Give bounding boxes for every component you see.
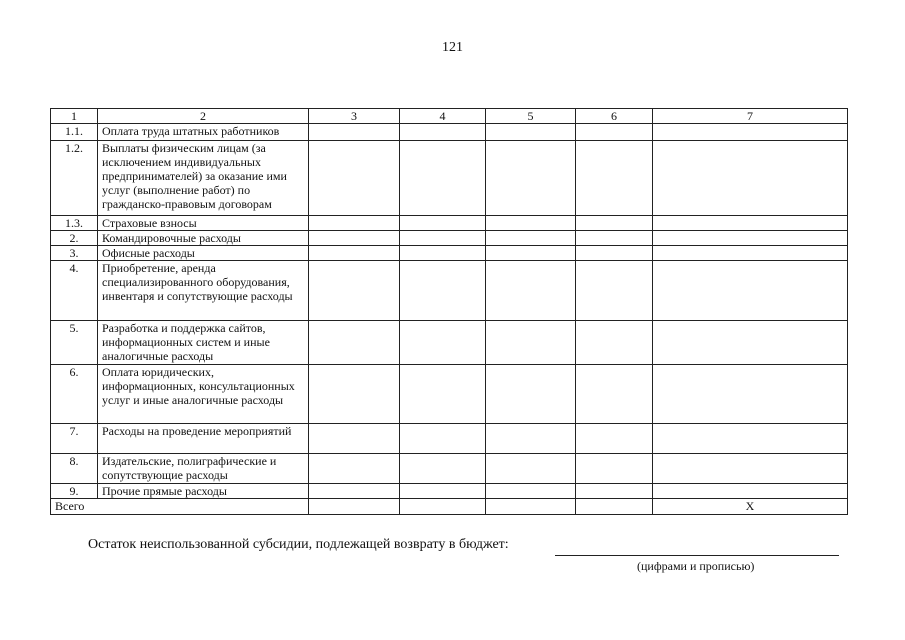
value-cell[interactable] bbox=[486, 365, 576, 424]
column-header: 6 bbox=[576, 109, 653, 124]
value-cell[interactable] bbox=[400, 499, 486, 515]
value-cell[interactable] bbox=[486, 246, 576, 261]
value-cell[interactable] bbox=[309, 484, 400, 499]
row-number: 3. bbox=[51, 246, 98, 261]
value-cell[interactable] bbox=[653, 454, 848, 484]
row-description: Оплата труда штатных работников bbox=[98, 124, 309, 141]
value-cell[interactable] bbox=[309, 231, 400, 246]
row-number: 7. bbox=[51, 424, 98, 454]
table-header-row bbox=[51, 109, 848, 124]
value-cell[interactable] bbox=[309, 321, 400, 365]
row-number: 1.1. bbox=[51, 124, 98, 141]
value-cell[interactable] bbox=[400, 454, 486, 484]
table-row bbox=[51, 365, 848, 424]
table-row bbox=[51, 321, 848, 365]
value-cell[interactable] bbox=[486, 454, 576, 484]
value-cell[interactable] bbox=[309, 499, 400, 515]
value-cell[interactable] bbox=[400, 365, 486, 424]
value-cell[interactable] bbox=[576, 484, 653, 499]
value-cell[interactable] bbox=[576, 454, 653, 484]
remainder-fill-line[interactable] bbox=[555, 555, 839, 556]
row-description: Страховые взносы bbox=[98, 216, 309, 231]
value-cell[interactable] bbox=[653, 365, 848, 424]
value-cell[interactable] bbox=[400, 124, 486, 141]
value-cell[interactable] bbox=[576, 216, 653, 231]
column-header: 1 bbox=[51, 109, 98, 124]
value-cell[interactable] bbox=[486, 231, 576, 246]
table-row bbox=[51, 124, 848, 141]
column-header: 2 bbox=[98, 109, 309, 124]
value-cell[interactable] bbox=[653, 246, 848, 261]
table-row bbox=[51, 484, 848, 499]
value-cell[interactable] bbox=[309, 424, 400, 454]
value-cell[interactable] bbox=[400, 484, 486, 499]
value-cell[interactable] bbox=[576, 499, 653, 515]
value-cell[interactable] bbox=[309, 365, 400, 424]
row-description: Расходы на проведение мероприятий bbox=[98, 424, 309, 454]
value-cell[interactable] bbox=[653, 321, 848, 365]
row-description: Офисные расходы bbox=[98, 246, 309, 261]
table-row bbox=[51, 424, 848, 454]
remainder-label: Остаток неиспользованной субсидии, подлежащей возврату в бюджет: bbox=[88, 537, 509, 552]
value-cell[interactable] bbox=[400, 216, 486, 231]
value-cell[interactable] bbox=[653, 261, 848, 321]
column-header: 4 bbox=[400, 109, 486, 124]
value-cell[interactable] bbox=[576, 321, 653, 365]
value-cell[interactable] bbox=[486, 261, 576, 321]
value-cell[interactable] bbox=[576, 261, 653, 321]
column-header: 3 bbox=[309, 109, 400, 124]
value-cell[interactable] bbox=[309, 124, 400, 141]
table-row bbox=[51, 216, 848, 231]
value-cell[interactable] bbox=[653, 141, 848, 216]
row-description: Разработка и поддержка сайтов, информационных систем и иные аналогичные расходы bbox=[98, 321, 309, 365]
budget-table bbox=[50, 108, 848, 515]
total-x-mark: X bbox=[653, 499, 848, 515]
row-description: Командировочные расходы bbox=[98, 231, 309, 246]
fill-line-caption: (цифрами и прописью) bbox=[637, 559, 755, 573]
value-cell[interactable] bbox=[486, 321, 576, 365]
table-row bbox=[51, 231, 848, 246]
table-row bbox=[51, 261, 848, 321]
total-label: Всего bbox=[51, 499, 309, 515]
table-row bbox=[51, 141, 848, 216]
value-cell[interactable] bbox=[576, 246, 653, 261]
value-cell[interactable] bbox=[486, 499, 576, 515]
table-row bbox=[51, 454, 848, 484]
value-cell[interactable] bbox=[653, 216, 848, 231]
row-number: 1.2. bbox=[51, 141, 98, 216]
value-cell[interactable] bbox=[576, 124, 653, 141]
table-row bbox=[51, 246, 848, 261]
value-cell[interactable] bbox=[400, 321, 486, 365]
row-number: 9. bbox=[51, 484, 98, 499]
value-cell[interactable] bbox=[486, 424, 576, 454]
value-cell[interactable] bbox=[653, 484, 848, 499]
value-cell[interactable] bbox=[486, 484, 576, 499]
column-header: 5 bbox=[486, 109, 576, 124]
value-cell[interactable] bbox=[576, 141, 653, 216]
column-header: 7 bbox=[653, 109, 848, 124]
value-cell[interactable] bbox=[309, 261, 400, 321]
value-cell[interactable] bbox=[309, 216, 400, 231]
row-number: 1.3. bbox=[51, 216, 98, 231]
value-cell[interactable] bbox=[400, 231, 486, 246]
value-cell[interactable] bbox=[400, 246, 486, 261]
value-cell[interactable] bbox=[576, 365, 653, 424]
value-cell[interactable] bbox=[653, 424, 848, 454]
value-cell[interactable] bbox=[400, 424, 486, 454]
total-row bbox=[51, 499, 848, 515]
value-cell[interactable] bbox=[486, 124, 576, 141]
row-description: Выплаты физическим лицам (за исключением индивидуальных предпринимателей) за оказание ими услуг (выполнение работ) по гражданско-правовым договорам bbox=[98, 141, 309, 216]
row-number: 8. bbox=[51, 454, 98, 484]
value-cell[interactable] bbox=[400, 141, 486, 216]
value-cell[interactable] bbox=[576, 231, 653, 246]
row-number: 5. bbox=[51, 321, 98, 365]
row-description: Прочие прямые расходы bbox=[98, 484, 309, 499]
row-description: Приобретение, аренда специализированного оборудования, инвентаря и сопутствующие расходы bbox=[98, 261, 309, 321]
value-cell[interactable] bbox=[400, 261, 486, 321]
value-cell[interactable] bbox=[576, 424, 653, 454]
value-cell[interactable] bbox=[486, 216, 576, 231]
row-number: 2. bbox=[51, 231, 98, 246]
value-cell[interactable] bbox=[653, 124, 848, 141]
row-number: 4. bbox=[51, 261, 98, 321]
value-cell[interactable] bbox=[486, 141, 576, 216]
row-description: Оплата юридических, информационных, консультационных услуг и иные аналогичные расходы bbox=[98, 365, 309, 424]
row-description: Издательские, полиграфические и сопутствующие расходы bbox=[98, 454, 309, 484]
value-cell[interactable] bbox=[309, 246, 400, 261]
value-cell[interactable] bbox=[309, 454, 400, 484]
page-number: 121 bbox=[442, 40, 463, 55]
value-cell[interactable] bbox=[653, 231, 848, 246]
row-number: 6. bbox=[51, 365, 98, 424]
value-cell[interactable] bbox=[309, 141, 400, 216]
